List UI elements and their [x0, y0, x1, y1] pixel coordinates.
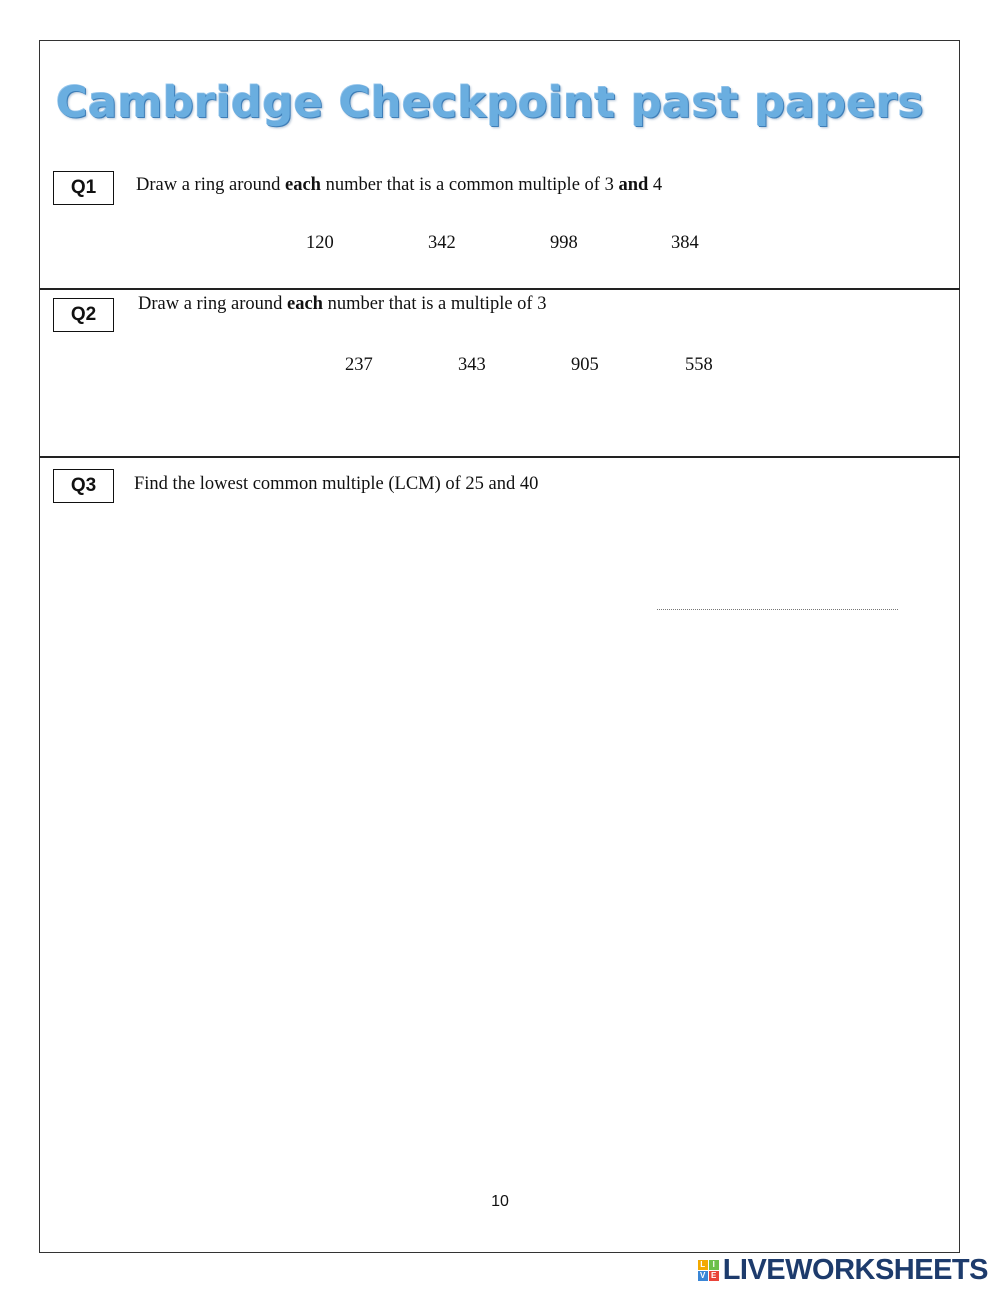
- logo-letter: V: [698, 1271, 708, 1281]
- q2-text-after: number that is a multiple of 3: [322, 294, 547, 314]
- liveworksheets-logo-icon: [698, 1260, 719, 1281]
- q1-text-after: 4: [648, 175, 663, 195]
- q1-number[interactable]: 384: [671, 233, 699, 253]
- q2-number[interactable]: 343: [458, 355, 486, 375]
- q1-text: [136, 175, 662, 196]
- logo-letter: E: [709, 1271, 719, 1281]
- section-divider: [40, 288, 960, 290]
- logo-letter: L: [698, 1260, 708, 1270]
- q1-number[interactable]: 998: [550, 233, 578, 253]
- q1-number[interactable]: 342: [428, 233, 456, 253]
- q1-number[interactable]: 120: [306, 233, 334, 253]
- q2-text-bold-each: each: [286, 294, 323, 314]
- q1-label: Q1: [53, 171, 114, 205]
- q2-label: Q2: [53, 298, 114, 332]
- q1-text-bold-and: and: [618, 175, 649, 195]
- liveworksheets-brand[interactable]: [698, 1254, 988, 1286]
- q2-text-before: Draw a ring around: [138, 294, 287, 314]
- section-divider: [40, 456, 960, 458]
- logo-letter: I: [709, 1260, 719, 1270]
- q3-text: Find the lowest common multiple (LCM) of 25 and 40: [134, 474, 539, 494]
- page-title: Cambridge Checkpoint past papers: [56, 78, 924, 128]
- q2-number[interactable]: 237: [345, 355, 373, 375]
- page-frame: [39, 40, 960, 1253]
- q2-text: [138, 294, 546, 315]
- q2-number[interactable]: 558: [685, 355, 713, 375]
- q1-text-middle: number that is a common multiple of 3: [320, 175, 619, 195]
- page-number: 10: [491, 1193, 509, 1210]
- q1-text-before: Draw a ring around: [136, 175, 285, 195]
- q1-text-bold-each: each: [284, 175, 321, 195]
- brand-name: LIVEWORKSHEETS: [722, 1253, 988, 1286]
- q3-answer-line[interactable]: [657, 609, 898, 610]
- q2-number[interactable]: 905: [571, 355, 599, 375]
- q3-label: Q3: [53, 469, 114, 503]
